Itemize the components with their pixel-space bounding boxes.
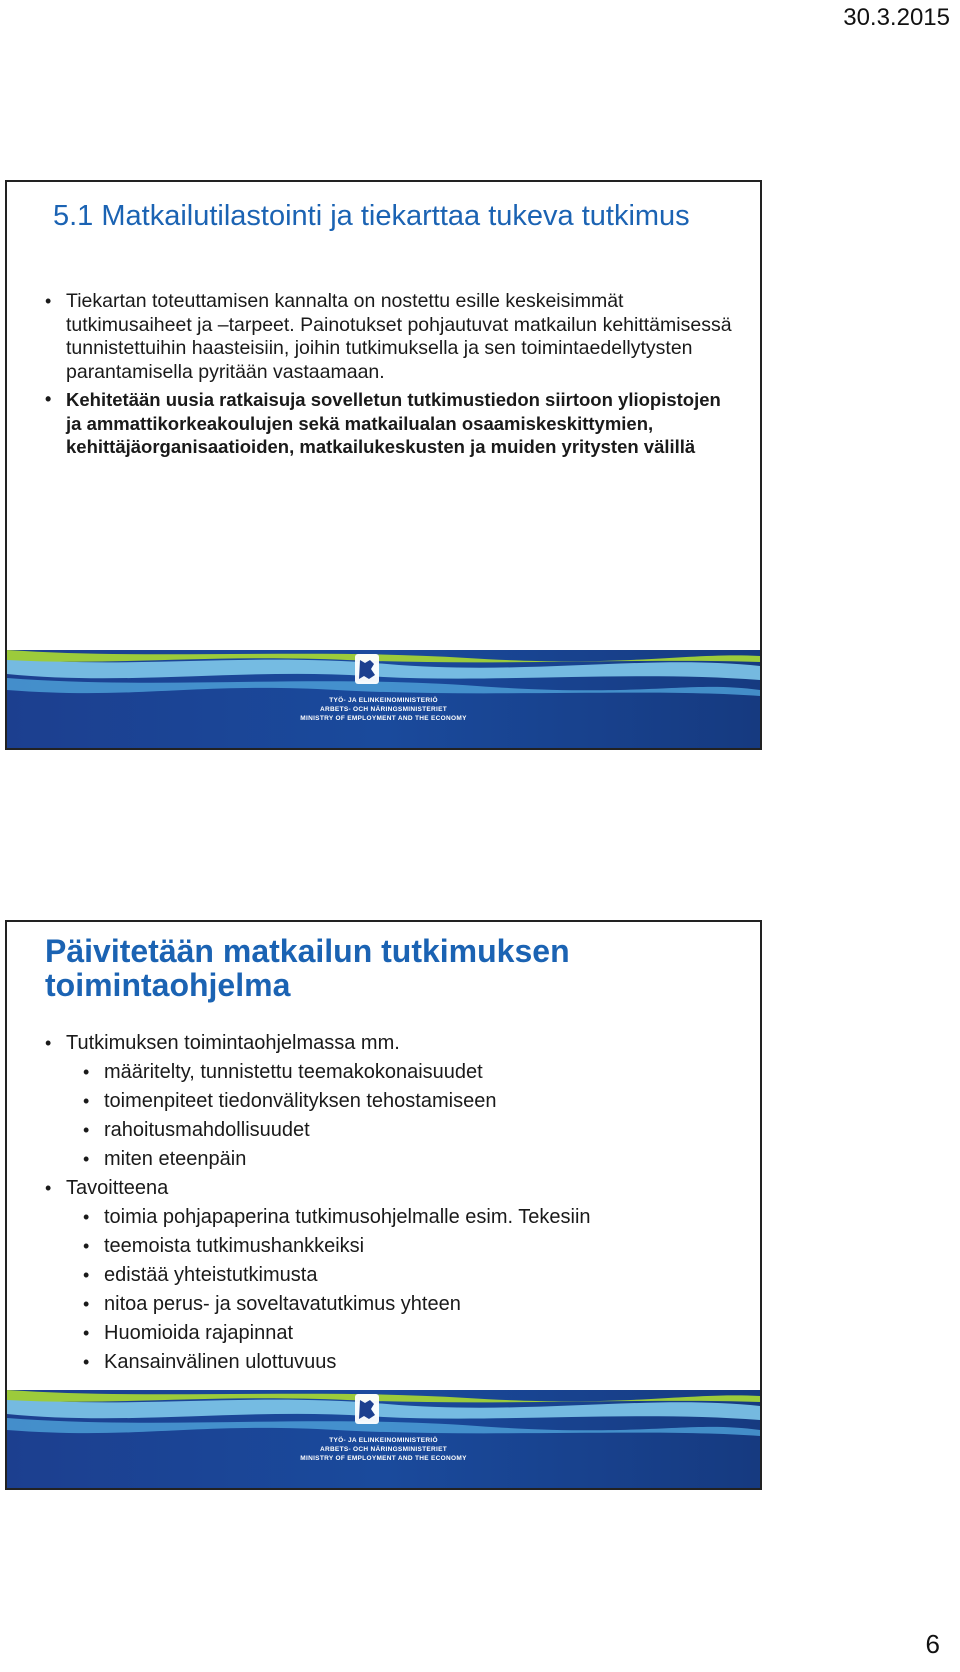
slide-2-subbullet: • rahoitusmahdollisuudet xyxy=(83,1116,740,1145)
slide-1-bullet-list xyxy=(45,290,740,459)
ministry-name-fi: TYÖ- JA ELINKEINOMINISTERIÖ xyxy=(329,1437,438,1444)
slide-2-subbullet: • toimia pohjapaperina tutkimusohjelmalle esim. Tekesiin xyxy=(83,1203,740,1232)
ministry-footer-band xyxy=(7,650,760,748)
slide-2-subbullet: • toimenpiteet tiedonvälityksen tehostamiseen xyxy=(83,1087,740,1116)
ministry-name-en: MINISTRY OF EMPLOYMENT AND THE ECONOMY xyxy=(300,1455,467,1462)
slide-2 xyxy=(5,920,762,1490)
ministry-name-sv: ARBETS- OCH NÄRINGSMINISTERIET xyxy=(319,706,448,713)
slide-2-bullet: • Tavoitteena xyxy=(45,1174,740,1203)
page-number: 6 xyxy=(925,1629,940,1659)
ministry-name xyxy=(7,696,760,723)
slide-1-title: 5.1 Matkailutilastointi ja tiekarttaa tukeva tutkimus xyxy=(53,200,690,232)
ministry-name xyxy=(7,1436,760,1463)
page-date: 30.3.2015 xyxy=(843,4,950,31)
slide-1 xyxy=(5,180,762,750)
ministry-name-sv: ARBETS- OCH NÄRINGSMINISTERIET xyxy=(319,1446,448,1453)
ministry-name-en: MINISTRY OF EMPLOYMENT AND THE ECONOMY xyxy=(300,715,467,722)
slide-2-bullet-list xyxy=(45,1029,740,1377)
slide-2-title: Päivitetään matkailun tutkimuksen toimintaohjelma xyxy=(45,933,570,1003)
slide-2-subbullet: • edistää yhteistutkimusta xyxy=(83,1261,740,1290)
slide-2-subbullet: • teemoista tutkimushankkeiksi xyxy=(83,1232,740,1261)
slide-2-subbullet: • määritelty, tunnistettu teemakokonaisuudet xyxy=(83,1058,740,1087)
ministry-name-fi: TYÖ- JA ELINKEINOMINISTERIÖ xyxy=(329,697,438,704)
slide-2-subbullet: • miten eteenpäin xyxy=(83,1145,740,1174)
finland-lion-emblem-icon xyxy=(355,654,379,684)
slide-2-subbullet: • Huomioida rajapinnat xyxy=(83,1319,740,1348)
slide-1-bullet: • Kehitetään uusia ratkaisuja sovelletun tutkimustiedon siirtoon yliopistojen ja ammattikorkeakoulujen sekä matkailualan osaamiskeskittymien, kehittäjäorganisaatioiden, matkailukeskusten ja muiden yritysten välillä xyxy=(45,388,740,459)
ministry-footer-band xyxy=(7,1390,760,1488)
finland-lion-emblem-icon xyxy=(355,1394,379,1424)
slide-2-subbullet: • Kansainvälinen ulottuvuus xyxy=(83,1348,740,1377)
slide-2-bullet: • Tutkimuksen toimintaohjelmassa mm. xyxy=(45,1029,740,1058)
slide-1-bullet: • Tiekartan toteuttamisen kannalta on nostettu esille keskeisimmät tutkimusaiheet ja –tarpeet. Painotukset pohjautuvat matkailun kehittämisessä tunnistettuihin haasteisiin, joihin tutkimuksella ja sen toimintaedellytysten parantamisella pyritään vastaamaan. xyxy=(45,290,740,384)
slide-2-subbullet: • nitoa perus- ja soveltavatutkimus yhteen xyxy=(83,1290,740,1319)
